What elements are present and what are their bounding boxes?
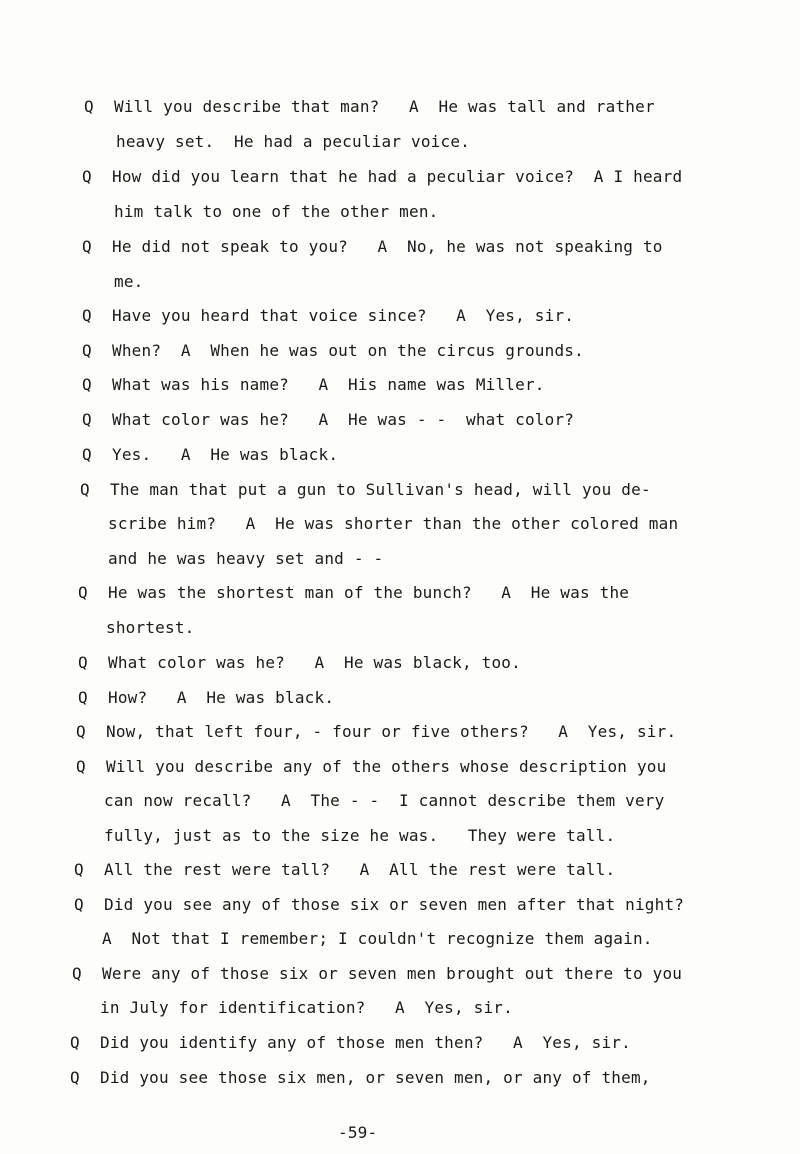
line-text: Now, that left four, - four or five others? A Yes, sir. (106, 722, 677, 741)
line-text: All the rest were tall? A All the rest were tall. (104, 860, 616, 879)
line-text: The man that put a gun to Sullivan's head, will you de- (110, 480, 651, 499)
transcript-line (82, 306, 574, 326)
transcript-line (78, 688, 334, 708)
transcript-line (82, 410, 574, 430)
line-text: fully, just as to the size he was. They were tall. (104, 826, 616, 845)
question-marker: Q (76, 722, 86, 741)
line-text: How did you learn that he had a peculiar voice? A I heard (112, 167, 683, 186)
line-text: When? A When he was out on the circus grounds. (112, 341, 584, 360)
line-text: shortest. (106, 618, 195, 637)
transcript-line (114, 202, 438, 222)
line-text: What was his name? A His name was Miller. (112, 375, 545, 394)
line-text: can now recall? A The - - I cannot describe them very (104, 791, 665, 810)
transcript-line (80, 480, 651, 500)
question-marker: Q (72, 964, 82, 983)
line-text: Have you heard that voice since? A Yes, sir. (112, 306, 575, 325)
question-marker: Q (74, 860, 84, 879)
transcript-line (74, 895, 684, 915)
line-text: Will you describe any of the others whose description you (106, 757, 667, 776)
line-text: A Not that I remember; I couldn't recognize them again. (102, 929, 653, 948)
transcript-line (74, 860, 615, 880)
line-text: He did not speak to you? A No, he was not speaking to (112, 237, 663, 256)
page-number: -59- (338, 1123, 378, 1142)
line-text: in July for identification? A Yes, sir. (100, 998, 513, 1017)
line-text: How? A He was black. (108, 688, 335, 707)
transcript-line (76, 757, 666, 777)
transcript-line (108, 549, 383, 569)
question-marker: Q (80, 480, 90, 499)
transcript-line (104, 791, 664, 811)
line-text: scribe him? A He was shorter than the other colored man (108, 514, 679, 533)
question-marker: Q (82, 410, 92, 429)
line-text: me. (114, 272, 144, 291)
line-text: heavy set. He had a peculiar voice. (116, 132, 470, 151)
line-text: What color was he? A He was black, too. (108, 653, 521, 672)
transcript-line (84, 97, 655, 117)
transcript-line (106, 618, 195, 638)
transcript-line (82, 237, 663, 257)
question-marker: Q (76, 757, 86, 776)
line-text: He was the shortest man of the bunch? A He was the (108, 583, 630, 602)
question-marker: Q (70, 1068, 80, 1087)
question-marker: Q (70, 1033, 80, 1052)
transcript-line (104, 826, 615, 846)
transcript-line (82, 445, 338, 465)
line-text: Were any of those six or seven men brought out there to you (102, 964, 683, 983)
transcript-line (114, 272, 144, 292)
question-marker: Q (82, 341, 92, 360)
transcript-line (82, 341, 584, 361)
line-text: Did you see any of those six or seven men after that night? (104, 895, 685, 914)
transcript-line (78, 583, 629, 603)
transcript-line (76, 722, 676, 742)
transcript-line (70, 1033, 631, 1053)
transcript-line (108, 514, 678, 534)
line-text: him talk to one of the other men. (114, 202, 439, 221)
question-marker: Q (82, 375, 92, 394)
transcript-line (70, 1068, 651, 1088)
transcript-line (82, 167, 682, 187)
question-marker: Q (84, 97, 94, 116)
transcript-line (100, 998, 513, 1018)
line-text: Will you describe that man? A He was tall and rather (114, 97, 655, 116)
question-marker: Q (74, 895, 84, 914)
question-marker: Q (78, 653, 88, 672)
transcript-line (116, 132, 470, 152)
question-marker: Q (78, 583, 88, 602)
question-marker: Q (82, 445, 92, 464)
transcript-line (102, 929, 653, 949)
question-marker: Q (78, 688, 88, 707)
line-text: Did you see those six men, or seven men, or any of them, (100, 1068, 651, 1087)
line-text: Yes. A He was black. (112, 445, 339, 464)
transcript-line (78, 653, 521, 673)
question-marker: Q (82, 306, 92, 325)
transcript-line (72, 964, 682, 984)
transcript-line (82, 375, 545, 395)
line-text: What color was he? A He was - - what color? (112, 410, 575, 429)
question-marker: Q (82, 167, 92, 186)
question-marker: Q (82, 237, 92, 256)
line-text: Did you identify any of those men then? A Yes, sir. (100, 1033, 631, 1052)
line-text: and he was heavy set and - - (108, 549, 384, 568)
